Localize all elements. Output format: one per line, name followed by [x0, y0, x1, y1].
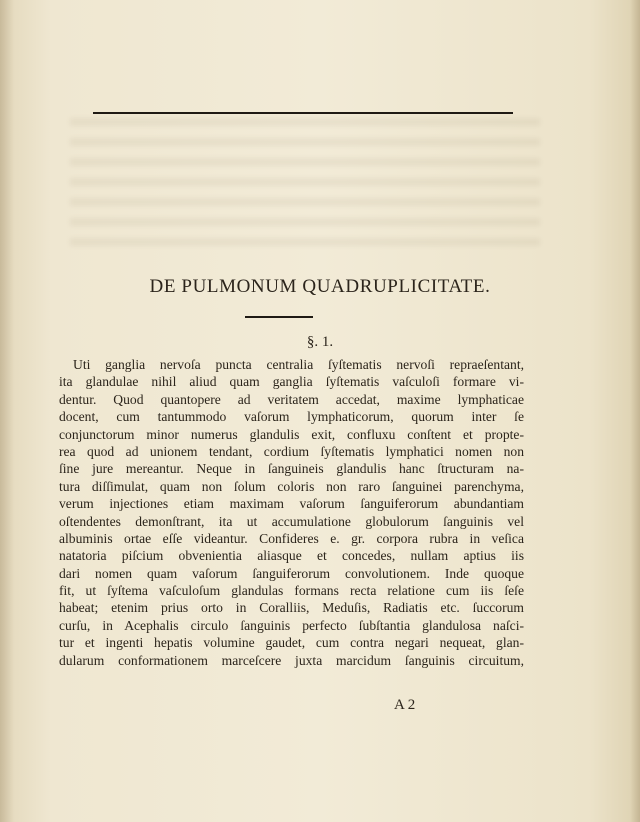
text-line: rea quod ad unionem tendant, cordium ſyſtematis lymphatici nomen non — [59, 443, 524, 459]
text-line: curſu, in Acephalis circulo ſanguinis perfecto ſubſtantia glandulosa naſci- — [59, 617, 524, 633]
text-line: oſtendentes demonſtrant, ita ut accumulatione globulorum ſanguinis vel — [59, 513, 524, 529]
chapter-title: DE PULMONUM QUADRUPLICITATE. — [149, 276, 491, 297]
signature-mark: A 2 — [394, 697, 416, 713]
page-shadow-right — [630, 0, 640, 822]
show-through-text — [70, 118, 540, 258]
text-line: dari nomen quam vaſorum ſanguiferorum convolutionem. Inde quoque — [59, 565, 524, 581]
text-line: albuminis ortae eſſe videantur. Confideres e. gr. corpora rubra in veſica — [59, 530, 524, 546]
text-line: ſine jure mereantur. Neque in ſanguineis glandulis hanc ſtructuram na- — [59, 461, 524, 477]
text-line: natatoria piſcium obvenientia aliasque et concedes, nullam aptius iis — [59, 548, 524, 564]
page-shadow-left — [0, 0, 14, 822]
text-line: docent, cum tantummodo vaſorum lymphaticorum, quorum inter ſe — [59, 409, 524, 425]
text-line: dularum conformationem marceſcere juxta marcidum ſanguinis circuitum, — [59, 652, 524, 668]
text-line: conjunctorum minor numerus glandulis exit, confluxu conſtent et propte- — [59, 426, 524, 442]
section-number: §. 1. — [306, 334, 334, 350]
text-line: habeat; etenim prius orto in Coralliis, Meduſis, Radiatis etc. ſuccorum — [59, 600, 524, 616]
text-line: Uti ganglia nervoſa puncta centralia ſyſtematis nervoſi repraeſentant, — [73, 357, 524, 372]
text-line: tur et ingenti hepatis volumine gaudet, cum contra negari nequeat, glan- — [59, 635, 524, 651]
text-line: fit, ut ſyſtema vaſculoſum glandulas formans recta relatione cum iis ſeſe — [59, 583, 524, 599]
text-line: verum injectiones etiam maximam vaſorum ſanguiferorum abundantiam — [59, 496, 524, 512]
header-rule — [93, 112, 513, 114]
body-text — [59, 356, 524, 669]
text-line: ita glandulae nihil aliud quam ganglia ſyſtematis vaſculoſi formare vi- — [59, 374, 524, 390]
text-line: dentur. Quod quantopere ad veritatem accedat, maxime lymphaticae — [59, 391, 524, 407]
text-line: tura diſſimulat, quam non ſolum coloris non raro ſanguinei parenchyma, — [59, 478, 524, 494]
title-rule — [245, 316, 313, 318]
